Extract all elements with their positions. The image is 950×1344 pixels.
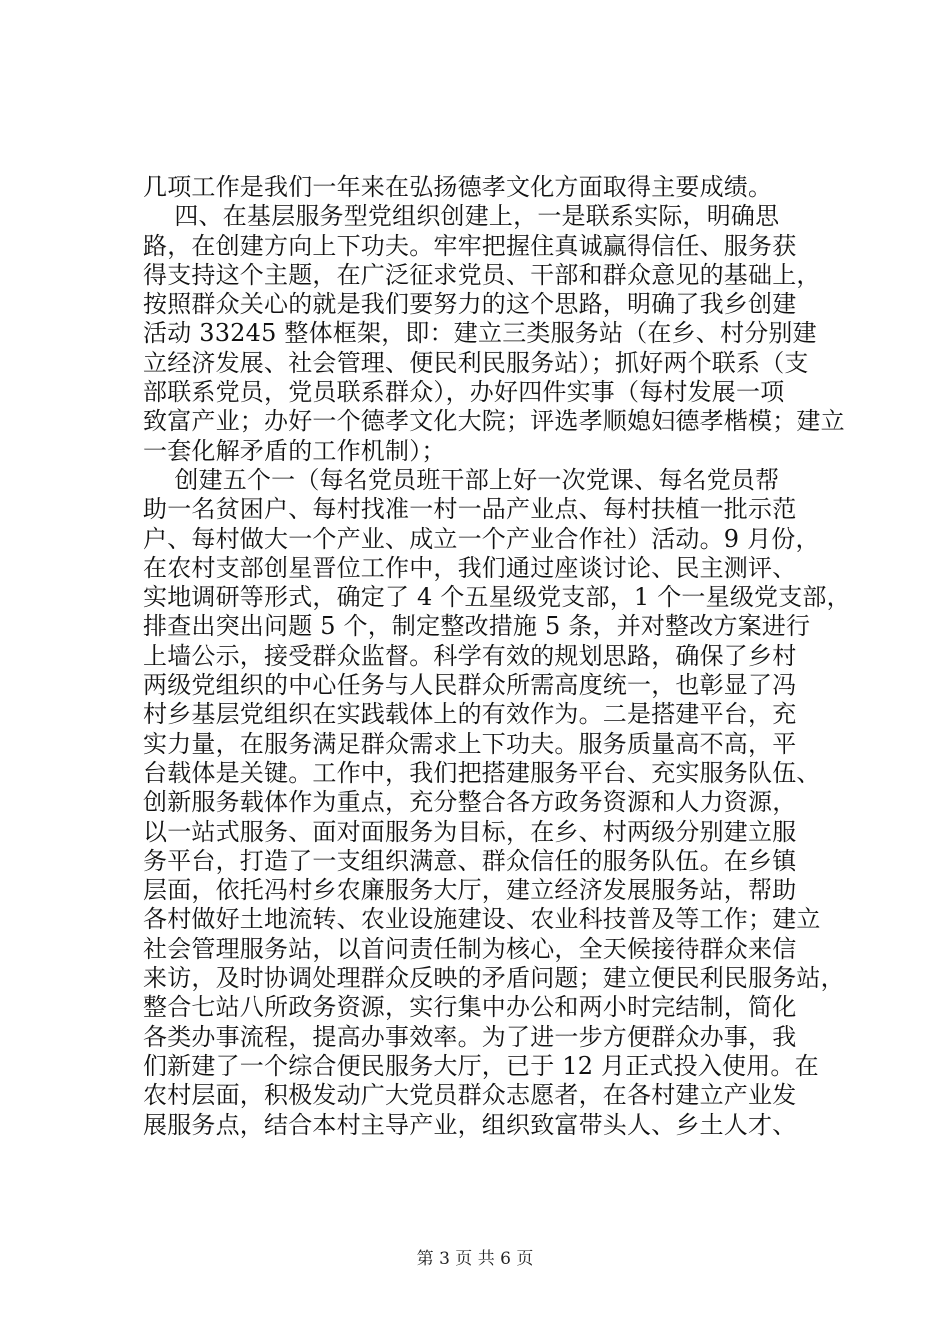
text-line: 在农村支部创星晋位工作中，我们通过座谈讨论、民主测评、 xyxy=(143,553,797,582)
text-line: 创建五个一（每名党员班干部上好一次党课、每名党员帮 xyxy=(143,465,780,494)
text-line: 致富产业；办好一个德孝文化大院；评选孝顺媳妇德孝楷模；建立 xyxy=(143,407,845,436)
text-line: 路，在创建方向上下功夫。牢牢把握住真诚赢得信任、服务获 xyxy=(143,231,797,260)
text-line: 实地调研等形式，确定了 4 个五星级党支部，1 个一星级党支部， xyxy=(143,583,851,612)
text-line: 几项工作是我们一年来在弘扬德孝文化方面取得主要成绩。 xyxy=(143,173,773,201)
text-line: 部联系党员，党员联系群众），办好四件实事（每村发展一项 xyxy=(143,378,785,407)
text-line: 上墙公示，接受群众监督。科学有效的规划思路，确保了乡村 xyxy=(143,641,797,670)
text-line: 按照群众关心的就是我们要努力的这个思路，明确了我乡创建 xyxy=(143,290,797,319)
text-line: 各村做好土地流转、农业设施建设、农业科技普及等工作；建立 xyxy=(143,905,821,934)
text-line: 四、在基层服务型党组织创建上，一是联系实际，明确思 xyxy=(143,202,780,231)
text-line: 层面，依托冯村乡农廉服务大厅，建立经济发展服务站，帮助 xyxy=(143,876,797,905)
text-line: 立经济发展、社会管理、便民利民服务站）；抓好两个联系（支 xyxy=(143,348,809,377)
text-line: 来访，及时协调处理群众反映的矛盾问题；建立便民利民服务站， xyxy=(143,964,845,993)
text-line: 排查出突出问题 5 个，制定整改措施 5 条，并对整改方案进行 xyxy=(143,612,811,641)
text-line: 以一站式服务、面对面服务为目标，在乡、村两级分别建立服 xyxy=(143,817,797,846)
text-line: 务平台，打造了一支组织满意、群众信任的服务队伍。在乡镇 xyxy=(143,846,797,875)
text-line: 台载体是关键。工作中，我们把搭建服务平台、充实服务队伍、 xyxy=(143,758,821,787)
text-line: 社会管理服务站，以首问责任制为核心，全天候接待群众来信 xyxy=(143,934,797,963)
text-line: 活动 33245 整体框架，即：建立三类服务站（在乡、村分别建 xyxy=(143,319,817,348)
page-number-label: 第 3 页 共 6 页 xyxy=(416,1249,534,1269)
text-line: 农村层面，积极发动广大党员群众志愿者，在各村建立产业发 xyxy=(143,1081,797,1110)
page-footer xyxy=(0,1244,950,1269)
text-line: 展服务点，结合本村主导产业，组织致富带头人、乡土人才、 xyxy=(143,1110,797,1139)
text-line: 一套化解矛盾的工作机制）； xyxy=(143,436,446,465)
text-line: 实力量，在服务满足群众需求上下功夫。服务质量高不高，平 xyxy=(143,729,797,758)
text-line: 整合七站八所政务资源，实行集中办公和两小时完结制，简化 xyxy=(143,993,797,1022)
text-line: 村乡基层党组织在实践载体上的有效作为。二是搭建平台，充 xyxy=(143,700,797,729)
text-line: 得支持这个主题，在广泛征求党员、干部和群众意见的基础上， xyxy=(143,260,821,289)
text-line: 助一名贫困户、每村找准一村一品产业点、每村扶植一批示范 xyxy=(143,495,797,524)
document-body xyxy=(143,173,851,1140)
text-line: 各类办事流程，提高办事效率。为了进一步方便群众办事，我 xyxy=(143,1022,797,1051)
text-line: 两级党组织的中心任务与人民群众所需高度统一，也彰显了冯 xyxy=(143,671,797,700)
text-line: 创新服务载体作为重点，充分整合各方政务资源和人力资源， xyxy=(143,788,797,817)
text-line: 户、每村做大一个产业、成立一个产业合作社）活动。9 月份， xyxy=(143,524,820,553)
text-line: 们新建了一个综合便民服务大厅，已于 12 月正式投入使用。在 xyxy=(143,1051,819,1080)
